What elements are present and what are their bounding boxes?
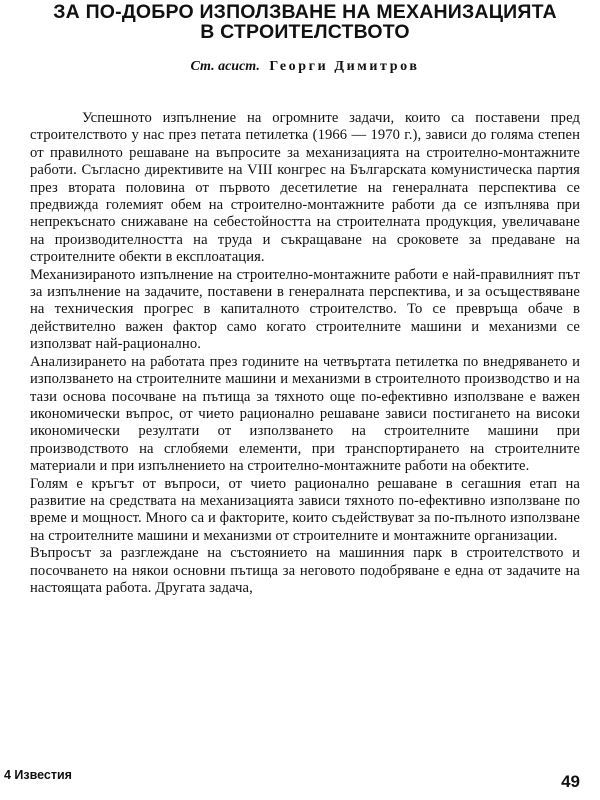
paragraph-1: Успешното изпълнение на огромните задачи, които са поставени пред строителството у нас през петата петилетка (1966 — 1970 г.), зависи до голяма степен от правилното решаване на въпросите за механизацията на строително-монтажните работи. Съгласно директивите на VIII конгрес на Българската комунистическа партия през втората половина от първото десетилетие на генералната перспектива се предвижда големият обем на строително-монтажните работи да се изпълнява при непрекъснато снижаване на себестойността на строителната продукция, увеличаване на производителността на труда и съкращаване на сроковете за предаване на строителните обекти в експлоатация. <box>30 110 580 266</box>
page-footer <box>4 768 580 794</box>
article-title <box>30 0 580 42</box>
article-title-line-2: В СТРОИТЕЛСТВОТО <box>200 21 410 43</box>
paragraph-3: Анализирането на работата през годините на четвъртата петилетка по внедряването и използването на строителните машини и механизми в строителното производство и на тази основа посочване на пътища за тяхното още по-ефективно използване е важен икономически въпрос, от чието рационално решаване зависи постигането на високи икономически резултати от използването на строителните машини при производството на сглобяеми елементи, при транспортирането на строителните материали и при изпълнението на строително-монтажните работи на обектите. <box>30 353 580 475</box>
article-body <box>30 110 580 597</box>
paragraph-4: Голям е кръгът от въпроси, от чието рационално решаване в сегашния етап на развитие на средствата на механизацията зависи тяхното по-ефективно използване по време и мощност. Много са и факторите, които съдействуват за по-пълното използване на строителните машини и механизми от строителните и монтажните организации. <box>30 475 580 544</box>
author-name: Георги Димитров <box>269 59 420 74</box>
paragraph-5: Въпросът за разглеждане на състоянието на машинния парк в строителството и посочването на някои основни пътища за неговото подобряване е една от задачите на настоящата работа. Другата задача, <box>30 545 580 596</box>
author-role: Ст. асист. <box>190 59 260 74</box>
journal-name: 4 Известия <box>4 768 72 782</box>
paragraph-2: Механизираното изпълнение на строително-монтажните работи е най-правилният път за изпълнение на задачите, поставени в генералната перспектива, и за осъществяване на техническия прогрес в капиталното строителство. То се превръща обаче в действително важен фактор само когато строителните машини и механизми се използват най-рационално. <box>30 266 580 353</box>
page-number: 49 <box>561 772 580 791</box>
article-author <box>30 58 580 76</box>
article-title-line-1: ЗА ПО-ДОБРО ИЗПОЛЗВАНЕ НА МЕХАНИЗАЦИЯТА <box>53 1 557 23</box>
